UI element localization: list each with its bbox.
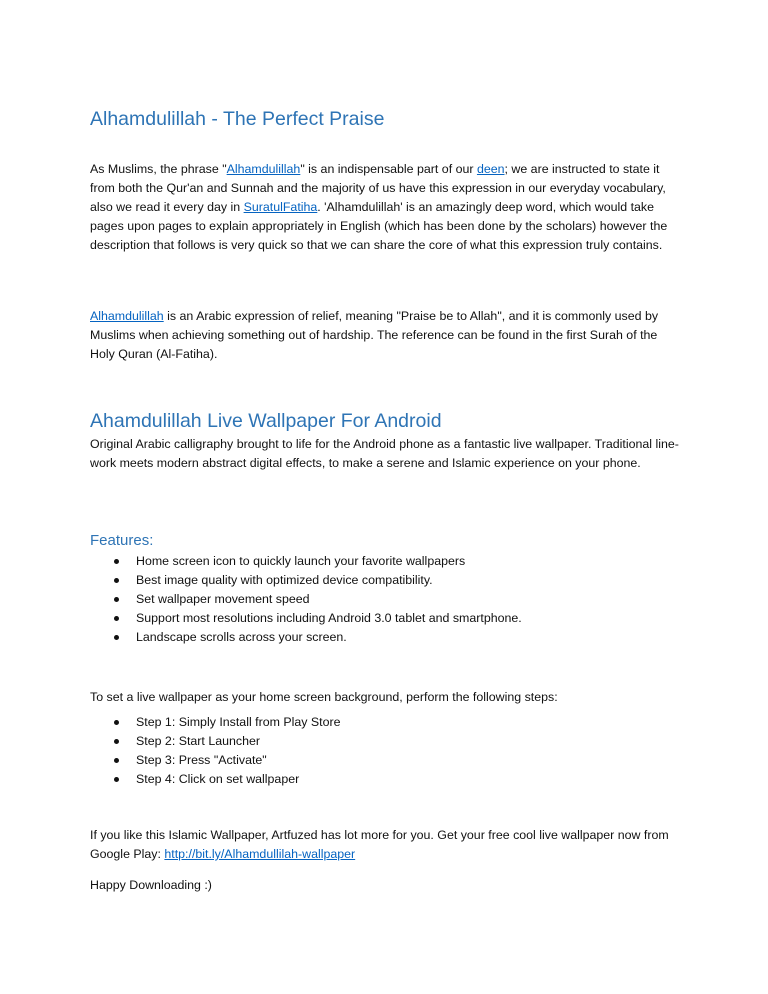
list-item: [90, 571, 522, 590]
list-item: [90, 552, 522, 571]
intro-text-3: ; we are instructed to state it from both the Qur'an and Sunnah and the majority of us have this expression in our everyday vocabulary, also we read it every day in: [90, 162, 666, 214]
deen-link[interactable]: deen: [476, 162, 505, 176]
intro-paragraph: [90, 160, 680, 255]
list-item: [90, 713, 341, 732]
wallpaper-heading: Ahamdulillah Live Wallpaper For Android: [90, 410, 442, 432]
alhamdulillah-link[interactable]: Alhamdulillah: [226, 162, 301, 176]
wallpaper-intro: Original Arabic calligraphy brought to life for the Android phone as a fantastic live wallpaper. Traditional line-work meets modern abstract digital effects, to make a serene and Islamic experience on your phone.: [90, 437, 679, 470]
definition-paragraph: [90, 307, 680, 364]
step-text: Step 4: Click on set wallpaper: [136, 772, 300, 786]
feature-text: Landscape scrolls across your screen.: [136, 630, 347, 644]
list-item: [90, 590, 522, 609]
list-item: [90, 609, 522, 628]
closing-text: Happy Downloading :): [90, 878, 212, 892]
feature-text: Support most resolutions including Android 3.0 tablet and smartphone.: [136, 611, 522, 625]
bullet-icon: [114, 758, 119, 763]
bullet-icon: [114, 597, 119, 602]
step-text: Step 1: Simply Install from Play Store: [136, 715, 341, 729]
steps-intro: To set a live wallpaper as your home screen background, perform the following steps:: [90, 690, 558, 704]
features-list: [90, 552, 522, 647]
alhamdulillah-link-2[interactable]: Alhamdulillah: [90, 309, 164, 323]
bullet-icon: [114, 777, 119, 782]
steps-list: [90, 713, 341, 789]
page-title: Alhamdulillah - The Perfect Praise: [90, 108, 385, 130]
list-item: [90, 770, 341, 789]
definition-text: is an Arabic expression of relief, meaning "Praise be to Allah", and it is commonly used by Muslims when achieving something out of hardship. The reference can be found in the first Surah of the Holy Quran (Al-Fatiha).: [90, 309, 659, 361]
bullet-icon: [114, 559, 119, 564]
promo-text: If you like this Islamic Wallpaper, Artfuzed has lot more for you. Get your free cool live wallpaper now from Google Play:: [90, 828, 669, 861]
bullet-icon: [114, 578, 119, 583]
features-heading: Features:: [90, 532, 154, 549]
list-item: [90, 628, 522, 647]
feature-text: Home screen icon to quickly launch your favorite wallpapers: [136, 554, 466, 568]
intro-text-1: As Muslims, the phrase ": [90, 162, 227, 176]
bullet-icon: [114, 739, 119, 744]
play-store-link[interactable]: http://bit.ly/Alhamdullilah-wallpaper: [164, 847, 356, 861]
bullet-icon: [114, 616, 119, 621]
suratulfatiha-link[interactable]: SuratulFatiha: [243, 200, 318, 214]
bullet-icon: [114, 635, 119, 640]
feature-text: Set wallpaper movement speed: [136, 592, 310, 606]
promo-paragraph: [90, 826, 680, 864]
step-text: Step 2: Start Launcher: [136, 734, 260, 748]
intro-text-2: " is an indispensable part of our: [300, 162, 477, 176]
feature-text: Best image quality with optimized device compatibility.: [136, 573, 433, 587]
list-item: [90, 732, 341, 751]
step-text: Step 3: Press "Activate": [136, 753, 267, 767]
list-item: [90, 751, 341, 770]
bullet-icon: [114, 720, 119, 725]
intro-text-4: . 'Alhamdulillah' is an amazingly deep word, which would take pages upon pages to explain appropriately in English (which has been done by the scholars) however the description that follows is very quick so that we can share the core of what this expression truly contains.: [90, 200, 668, 252]
